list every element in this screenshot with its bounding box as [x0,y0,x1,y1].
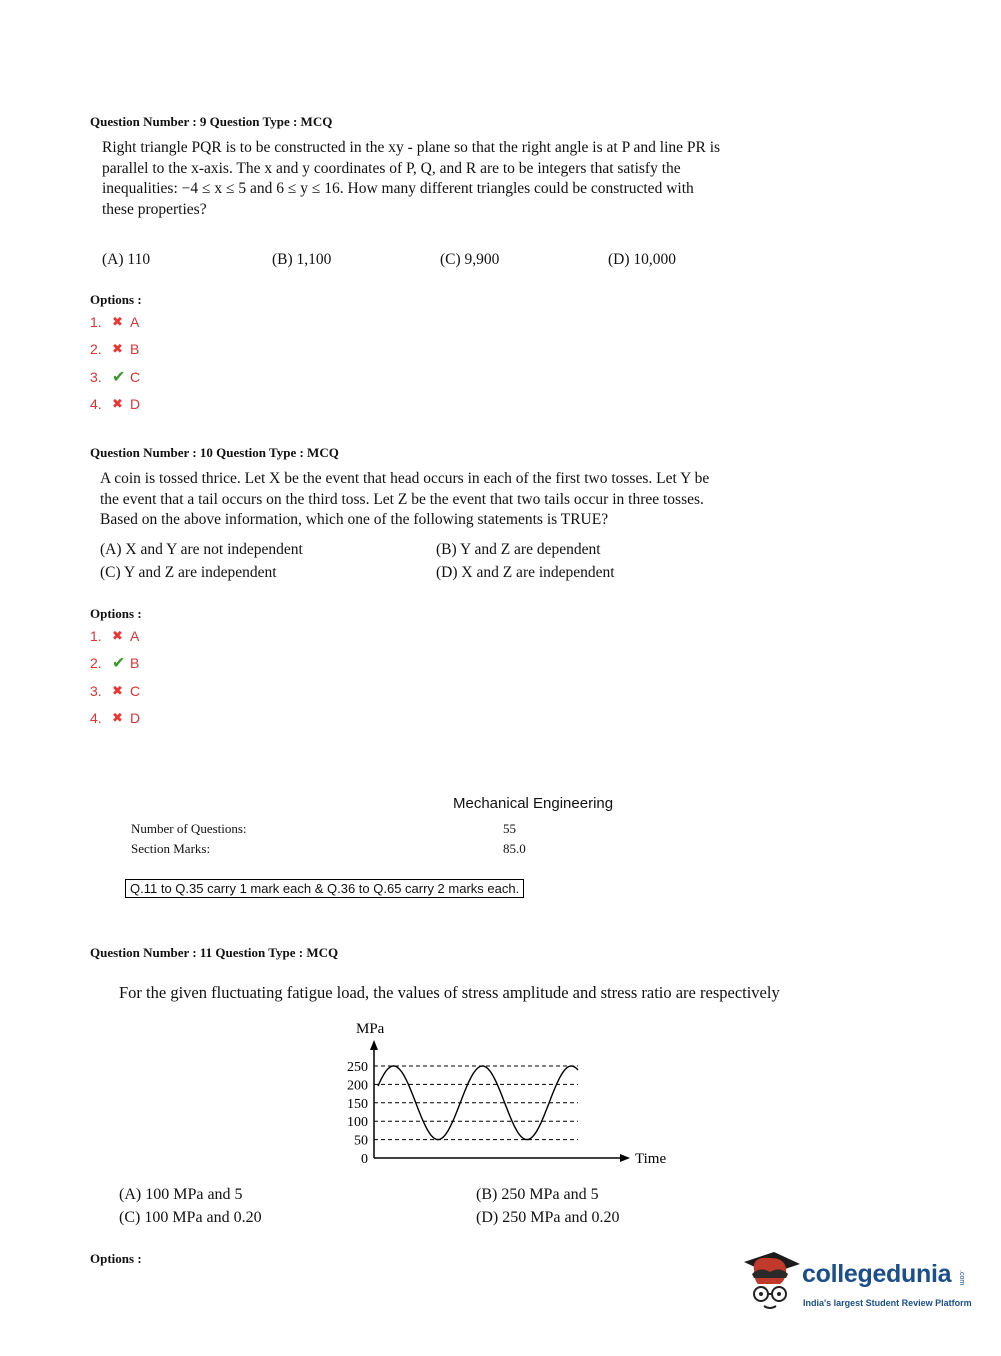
option-letter: C [130,682,141,699]
option-number: 4. [90,710,102,727]
x-axis-label: Time [635,1151,667,1167]
y-axis-arrow-icon [370,1040,378,1050]
y-tick-label: 0 [361,1152,368,1167]
fatigue-load-chart [300,1012,700,1172]
y-tick-label: 100 [347,1115,368,1131]
option-row [90,622,140,650]
q10-choice-c: (C) Y and Z are independent [100,564,277,581]
q10-choice-d: (D) X and Z are independent [436,564,615,581]
option-number: 4. [90,396,102,413]
section-marks-value: 85.0 [503,841,526,856]
wrong-icon: ✖ [112,341,123,357]
q11-choice-d: (D) 250 MPa and 0.20 [476,1209,620,1226]
q9-text [102,138,822,220]
q9-choice-b: (B) 1,100 [272,251,332,268]
q9-text-line: parallel to the x-axis. The x and y coordinates of P, Q, and R are to be integers that satisfy the [102,159,681,177]
q11-choice-b: (B) 250 MPa and 5 [476,1186,599,1203]
q9-text-line: Right triangle PQR is to be constructed in the xy - plane so that the right angle is at P and line PR is [102,139,721,156]
correct-check-icon: ✔ [112,655,126,673]
y-tick-label: 250 [347,1060,368,1075]
option-row [90,336,140,364]
wrong-icon: ✖ [112,710,123,726]
option-number: 3. [90,368,102,385]
option-number: 2. [90,655,102,672]
option-row [90,705,140,733]
q9-text-line: inequalities: −4 ≤ x ≤ 5 and 6 ≤ y ≤ 16. How many different triangles could be constructed with [102,180,694,197]
load-curve [378,1066,578,1140]
q10-text-line: Based on the above information, which one of the following statements is TRUE? [100,511,609,528]
q9-choice-a: (A) 110 [102,251,151,268]
q10-text [100,469,820,531]
option-number: 3. [90,682,102,699]
q10-options-label: Options : [90,606,142,621]
q9-choice-d: (D) 10,000 [608,251,677,268]
option-row [90,391,140,419]
q9-header: Question Number : 9 Question Type : MCQ [90,114,333,129]
section-title: Mechanical Engineering [453,795,614,812]
q9-text-line: these properties? [102,200,207,218]
wrong-icon: ✖ [112,313,123,329]
y-axis-label: MPa [356,1021,385,1037]
q11-text: For the given fluctuating fatigue load, the values of stress amplitude and stress ratio are respectively [119,983,780,1002]
logo-suffix: .com [958,1270,965,1286]
logo-wordmark: collegedunia [802,1260,952,1288]
q10-text-line: the event that a tail occurs on the third toss. Let Z be the event that two tails occur in three tosses. [100,490,704,508]
option-row [90,308,140,336]
correct-check-icon: ✔ [112,368,126,386]
logo-tagline: India's largest Student Review Platform [803,1298,972,1308]
q10-text-line: A coin is tossed thrice. Let X be the event that head occurs in each of the first two tosses. Let Y be [100,470,710,487]
marks-note-box: Q.11 to Q.35 carry 1 mark each & Q.36 to Q.65 carry 2 marks each. [125,879,524,898]
option-number: 1. [90,313,102,330]
option-row [90,363,140,391]
option-number: 1. [90,627,102,644]
wrong-icon: ✖ [112,627,123,643]
q10-choice-b: (B) Y and Z are dependent [436,541,601,558]
q9-options-label: Options : [90,292,142,307]
y-tick-label: 200 [347,1078,368,1094]
q11-choice-c: (C) 100 MPa and 0.20 [119,1209,262,1226]
collegedunia-logo [740,1248,980,1318]
section-marks-label: Section Marks: [131,841,211,856]
option-letter: B [130,341,140,358]
q11-options-label: Options : [90,1251,142,1266]
option-letter: A [130,313,140,330]
option-number: 2. [90,341,102,358]
q10-header: Question Number : 10 Question Type : MCQ [90,445,339,460]
q10-choice-a: (A) X and Y are not independent [100,541,303,558]
student-mascot-icon [740,1248,802,1314]
num-questions-label: Number of Questions: [131,821,247,836]
option-letter: A [130,627,140,644]
q10-options-list [90,622,140,732]
q11-header: Question Number : 11 Question Type : MCQ [90,945,339,960]
option-row [90,677,140,705]
wrong-icon: ✖ [112,682,123,698]
option-row [90,650,140,678]
option-letter: D [130,396,141,413]
q11-choice-a: (A) 100 MPa and 5 [119,1186,243,1203]
num-questions-value: 55 [503,821,516,836]
wrong-icon: ✖ [112,396,123,412]
y-tick-label: 50 [354,1133,368,1149]
q9-choice-c: (C) 9,900 [440,251,500,268]
x-axis-arrow-icon [620,1154,630,1162]
option-letter: C [130,368,141,385]
option-letter: D [130,710,141,727]
y-tick-label: 150 [347,1096,368,1112]
q9-options-list [90,308,140,418]
option-letter: B [130,655,140,672]
